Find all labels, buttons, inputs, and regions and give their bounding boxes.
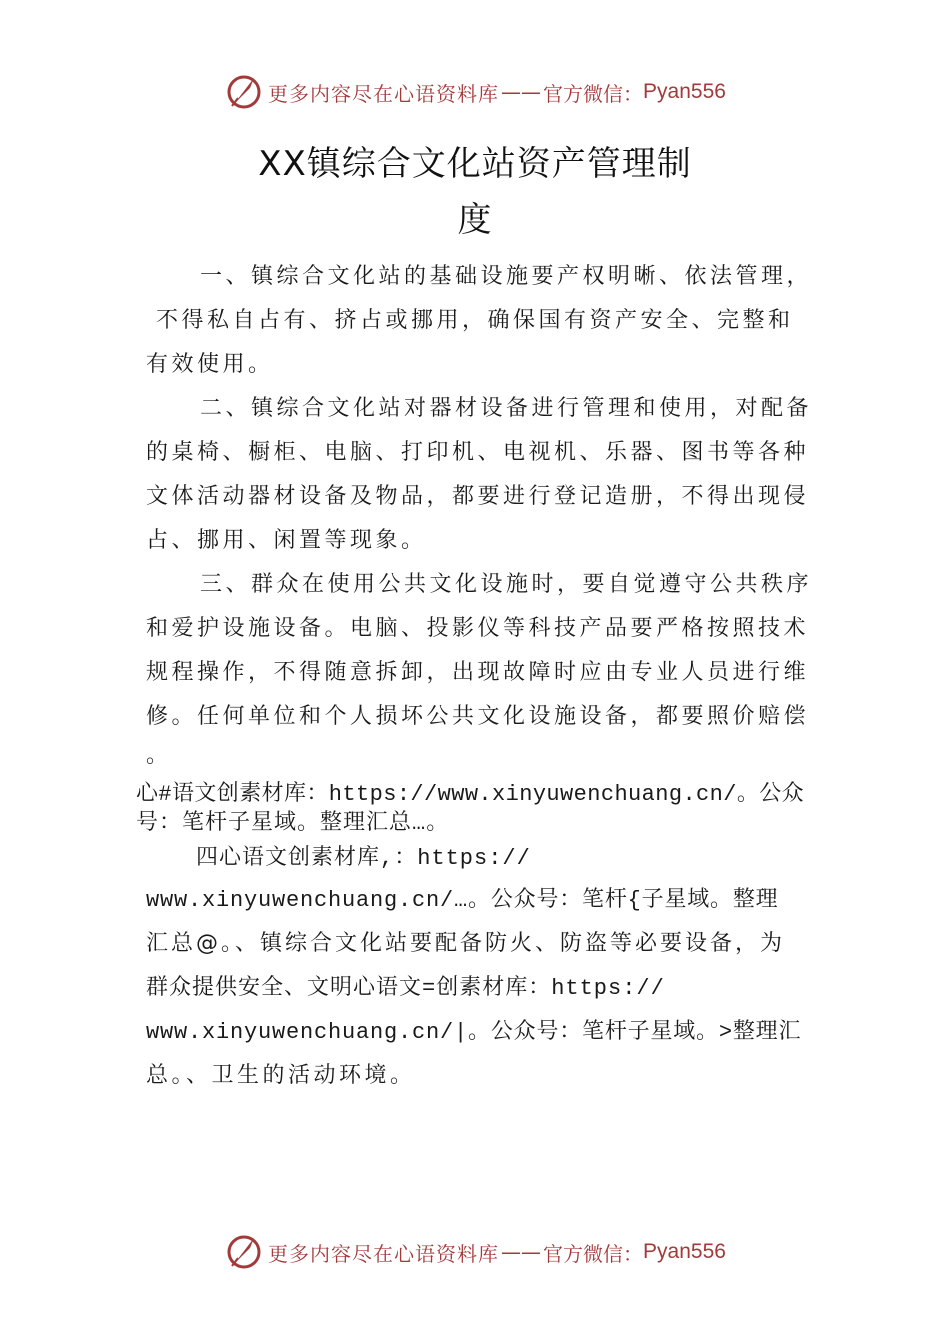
body-line: 四心语文创素材库,：https:// (196, 846, 531, 871)
body-line: www.xinyuwenchuang.cn/…。公众号：笔杆{子星域。整理 (146, 888, 779, 913)
body-line: 和爱护设施设备。电脑、投影仪等科技产品要严格按照技术 (146, 616, 810, 641)
body-line: 总。、卫生的活动环境。 (146, 1063, 416, 1088)
body-line: 三、群众在使用公共文化设施时，要自觉遵守公共秩序 (200, 572, 813, 597)
page-title-continued: 度 (457, 200, 493, 240)
body-line: 一、镇综合文化站的基础设施要产权明晰、依法管理， (200, 264, 813, 289)
body-line: 群众提供安全、文明心语文=创素材库：https:// (146, 976, 665, 1001)
body-line: 汇总@。、镇综合文化站要配备防火、防盗等必要设备，为 (146, 931, 786, 956)
body-line: 规程操作，不得随意拆卸，出现故障时应由专业人员进行维 (146, 660, 810, 685)
banner-slogan: 更多内容尽在心语资料库 (268, 1241, 500, 1266)
page-title: XX镇综合文化站资产管理制 (258, 144, 692, 184)
body-line: 的桌椅、橱柜、电脑、打印机、电视机、乐器、图书等各种 (146, 440, 810, 465)
body-line: 有效使用。 (146, 352, 274, 377)
banner-separator: —— (501, 1240, 542, 1264)
header-banner (0, 70, 950, 114)
banner-wechat-label: 官方微信： (543, 81, 644, 106)
body-line: 不得私自占有、挤占或挪用，确保国有资产安全、完整和 (156, 308, 794, 333)
body-line: www.xinyuwenchuang.cn/|。公众号：笔杆子星域。>整理汇 (146, 1020, 802, 1045)
footer-banner (0, 1230, 950, 1274)
body-line: 。 (146, 743, 172, 768)
banner-wechat-id: Pyan556 (643, 1240, 726, 1263)
banner-slogan: 更多内容尽在心语资料库 (268, 81, 500, 106)
banner-wechat-id: Pyan556 (643, 80, 726, 103)
body-line: 修。任何单位和个人损坏公共文化设施设备，都要照价赔偿 (146, 704, 810, 729)
banner-wechat-label: 官方微信： (543, 1241, 644, 1266)
body-line: 占、挪用、闲置等现象。 (146, 528, 427, 553)
watermark-line: 心#语文创素材库：https://www.xinyuwenchuang.cn/。公众 (136, 782, 805, 807)
quill-logo-icon (224, 72, 264, 112)
watermark-line: 号：笔杆子星域。整理汇总…。 (136, 811, 450, 836)
quill-logo-icon (224, 1232, 264, 1272)
body-line: 文体活动器材设备及物品，都要进行登记造册，不得出现侵 (146, 484, 810, 509)
banner-separator: —— (501, 80, 542, 104)
body-line: 二、镇综合文化站对器材设备进行管理和使用，对配备 (200, 396, 813, 421)
